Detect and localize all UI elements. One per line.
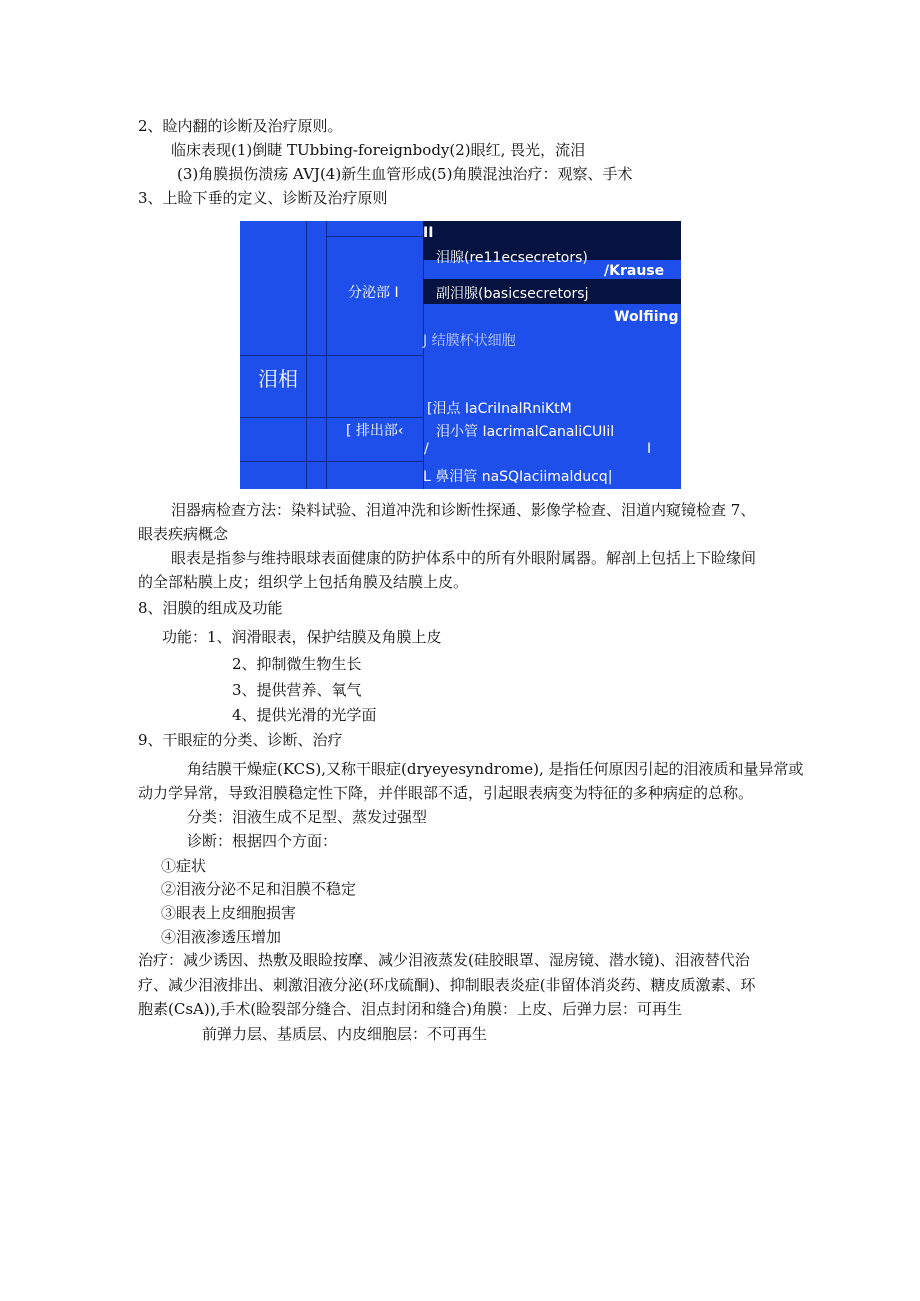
dry-eye-definition-cont: 动力学异常，导致泪膜稳定性下降，并伴眼部不适，引起眼表病变为特征的多种病症的总称。: [138, 784, 754, 802]
ocular-surface-definition-cont: 的全部粘膜上皮；组织学上包括角膜及结膜上皮。: [138, 573, 469, 591]
wolfring-label: Wolfiing: [614, 309, 679, 325]
heading-dry-eye: 9、干眼症的分类、诊断、治疗: [138, 731, 343, 749]
diagnosis-item-4: ④泪液渗透压增加: [161, 928, 282, 946]
function-4: 4、提供光滑的光学面: [232, 706, 377, 724]
diagram-root-label: 泪相: [258, 367, 298, 391]
punctum-label: [泪点 IaCriInalRniKtM: [427, 401, 572, 417]
heading-ptosis: 3、上睑下垂的定义、诊断及治疗原则: [138, 189, 388, 207]
treatment-cont: 疗、减少泪液排出、刺激泪液分泌(环戊硫酮)、抑制眼表炎症(非留体消炎药、糖皮质激素、环: [138, 976, 756, 994]
treatment: 治疗：减少诱因、热敷及眼睑按摩、减少泪液蒸发(硅胶眼罩、湿房镜、潜水镜)、泪液替代治: [138, 951, 750, 969]
diagnosis: 诊断：根据四个方面：: [187, 832, 338, 850]
cornea-layers: 前弹力层、基质层、内皮细胞层：不可再生: [202, 1025, 488, 1043]
krause-label: /Krause: [604, 263, 665, 279]
clinical-manifestations: 临床表现(1)倒睫 TUbbing-foreignbody(2)眼红, 畏光，流泪: [171, 141, 586, 159]
secretory-part-label: 分泌部 I: [348, 285, 399, 301]
lacrimal-exam-methods: 泪器病检查方法：染料试验、泪道冲洗和诊断性探通、影像学检查、泪道内窥镜检查 7、: [171, 501, 756, 519]
accessory-gland-label: 副泪腺(basicsecretorsj: [436, 286, 589, 302]
top-mark: II: [423, 225, 434, 241]
heading-entropion: 2、睑内翻的诊断及治疗原则。: [138, 117, 343, 135]
function-2: 2、抑制微生物生长: [232, 655, 362, 673]
function-1: 功能：1、润滑眼表，保护结膜及角膜上皮: [162, 628, 442, 646]
dry-eye-definition: 角结膜干燥症(KCS),又称干眼症(dryeyesyndrome), 是指任何原因引起的泪液质和量异常或: [187, 760, 804, 778]
lacrimal-apparatus-diagram: [240, 221, 681, 489]
function-3: 3、提供营养、氧气: [232, 681, 362, 699]
clinical-manifestations-cont: (3)角膜损伤溃疡 AVJ(4)新生血管形成(5)角膜混浊治疗：观察、手术: [177, 165, 633, 183]
ocular-surface-definition: 眼表是指参与维持眼球表面健康的防护体系中的所有外眼附属器。解剖上包括上下睑缘间: [171, 549, 757, 567]
diagnosis-item-3: ③眼表上皮细胞损害: [161, 904, 297, 922]
diagnosis-item-1: ①症状: [161, 857, 207, 875]
bar-mark: I: [647, 441, 652, 457]
treatment-cont-2: 胞素(CsA)),手术(睑裂部分缝合、泪点封闭和缝合)角膜：上皮、后弹力层：可再生: [138, 1000, 683, 1018]
diagnosis-item-2: ②泪液分泌不足和泪膜不稳定: [161, 880, 357, 898]
heading-tear-film: 8、泪膜的组成及功能: [138, 599, 283, 617]
goblet-cells-label: J 结膜杯状细胞: [423, 333, 516, 349]
slash-mark: /: [424, 441, 429, 457]
heading-ocular-surface-disease: 眼表疾病概念: [138, 525, 229, 543]
excretory-part-label: [ 排出部‹: [346, 423, 404, 439]
lacrimal-gland-label: 泪腺(re11ecsecretors): [436, 250, 588, 266]
nasolacrimal-duct-label: L 鼻泪管 naSQIaciimalducq|: [423, 469, 613, 485]
classification: 分类：泪液生成不足型、蒸发过强型: [187, 808, 428, 826]
canaliculus-label: 泪小管 IacrimalCanaliCUIil: [436, 424, 615, 440]
